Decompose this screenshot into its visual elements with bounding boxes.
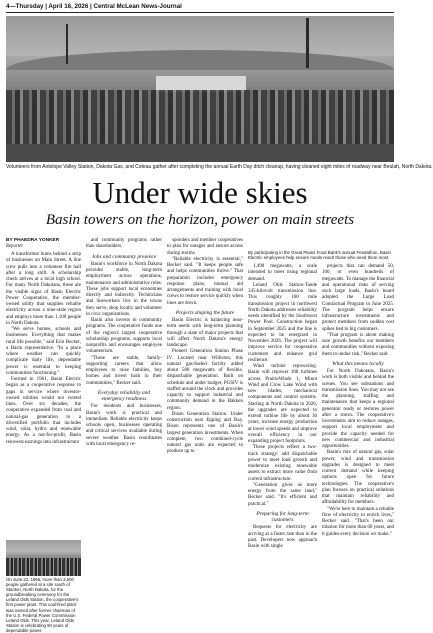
photo-ground xyxy=(6,144,394,162)
page-header: 4—Thursday | April 16, 2026 | Central McLean News-Journal xyxy=(6,3,182,10)
paragraph: projects that can demand 50, 100, or even hundreds of megawatts. To manage the financial and operational risks of serving such large loads, Basin's board adopted the Large Load Contractual Program in June 2025. The program helps ensure infrastructure investments and protect members from sudden cost spikes tied to big customers. xyxy=(322,264,394,332)
subhead: What this means locally xyxy=(332,360,384,367)
article-column-2 xyxy=(86,238,162,610)
paragraph: "That program is about making sure growth benefits our members and communities without exposing them to undue risk," Becker said. xyxy=(322,332,394,357)
right-photo-caption: By participating in the Great Plains Food Bank's annual Feedathon, Basin Electric employees help ensure meals reach those who need them most. xyxy=(248,250,391,261)
bottom-photo-caption: On June 22, 1965, more than 3,500 people gathered at a site south of Stanton, North Dakota, for the groundbreaking ceremony for the Leland Olds Station, the cooperative's first power plant. This coal-fired plant was named after former chairman of the U.S. Federal Power Commission Leland Olds. This year, Leland Olds Station is celebrating 60 years of dependable power. xyxy=(6,577,79,633)
paragraph: "We're here to maintain a reliable flow of electricity to enrich lives," Becker said. "That's been our mission for more than 60 years, and it guides every decision we make." xyxy=(322,506,394,537)
paragraph: Bison Generation Station. Under construction near Epping and Ray, Bison represents one of Basin's largest generation investments. When complete, two combined-cycle natural gas units are expected to produce up to xyxy=(167,411,243,455)
paragraph: Basin Electric is balancing near-term needs with long-term planning through a slate of major projects that will affect North Dakota's energy landscape. xyxy=(167,318,243,348)
subhead: Preparing for long-term customers xyxy=(256,510,309,523)
bottom-photo-image xyxy=(6,540,81,576)
subhead: Jobs and community presence xyxy=(91,253,157,260)
paragraph: Pioneer Generation Station Phase IV. Located near Williston, this natural gas-fueled facility added about 580 megawatts of flexible, dispatchable generation. Built on schedule and under budget, PGSIV is staffed around the clock and provides capacity to support industrial and community demand in the Bakken region. xyxy=(167,349,243,411)
paragraph: "These are stable, family-supporting careers that allow employees to raise families, buy homes and invest back in their communities," Becker said. xyxy=(86,355,162,386)
paragraph: 1,490 megawatts, a scale intended to meet rising regional demand. xyxy=(248,264,317,282)
top-photo-volunteers xyxy=(6,16,394,162)
paragraph: Basin's mix of natural gas, solar power, wind and transmission upgrades is designed to meet current demand while keeping options open for future technologies. The cooperative's plan focuses on practical solutions that maintain reliability and affordability for members. xyxy=(322,450,394,506)
paragraph: sponders and member cooperatives to plan for outages and ensure access during storms. xyxy=(167,238,243,256)
paragraph: A transformer hums behind a strip of businesses on Main Street. A line crew pulls into a volunteer fire hall after a long shift. A scholarship check arrives at a local high school. For many North Dakotans, these are the visible signs of Basin Electric Power Cooperative, the member-owned utility that supplies reliable electricity across a nine-state region and employs more than 1,100 people in North Dakota. xyxy=(6,252,81,326)
paragraph: Leland Olds Station-Tande 345-kilovolt transmission line. This roughly 160 mile transmission project in northwest North Dakota addresses reliability needs identified by the Southwest Power Pool. Construction began in September 2025 and the line is expected to be energized in November 2026. The project will improve service for cooperative customers and enhance grid resilience. xyxy=(248,282,317,363)
article-column-3 xyxy=(167,238,243,610)
subhead: Everyday reliability and emergency readiness xyxy=(97,389,151,402)
article-column-4 xyxy=(248,264,317,610)
subhead: Projects shaping the future xyxy=(175,309,235,316)
paragraph: Basin also invests in community programs. The cooperative funds one of the region's largest cooperative scholarship programs, supports local nonprofits and encourages employee volunteerism. xyxy=(86,318,162,355)
paragraph: and community programs rather than shareholders. xyxy=(86,238,162,250)
paragraph: Wind turbine repowering. Basin will repower 108 turbines across PrairieWinds 1, Minot Wind and Crow Lake Wind with new blades, mechanical components and control systems. Starting in North Dakota in 2026, the upgrades are expected to extend turbine life by about 30 years, increase energy production at lower wind speeds and improve overall efficiency in our expanding project footprints. xyxy=(248,364,317,444)
byline-name: BY PHAEDRA YONKER xyxy=(6,238,60,243)
paragraph: Basin's workforce in North Dakota provides stable, long-term employment across operations, maintenance and administrative roles. These jobs support local economies directly and indirectly. Technicians and lineworkers live in the towns they serve, shop locally and volunteer in civic organizations. xyxy=(86,261,162,317)
paragraph: These projects reflect a two-track strategy: add dispatchable power to meet load growth and modernize existing renewable assets to extract more value from current infrastructure. xyxy=(248,445,317,482)
byline-role: Reporter xyxy=(6,244,24,249)
paragraph: Requests for electricity are arriving at a faster rate than in the past. Developers now approach Basin with single xyxy=(248,525,317,549)
deck: Basin towers on the horizon, power on main streets xyxy=(45,212,355,228)
top-photo-caption: Volunteers from Antelope Valley Station, Dakota Gas, and Coteau gather after completing the annual Earth Day ditch cleanup, having cleaned eight miles of roadway near Beulah, North Dakota. xyxy=(6,164,433,170)
paragraph: Formed in 1961, Basin Electric began as a cooperative response to gaps in service where investor-owned utilities would not extend lines. Over six decades, the cooperative expanded from coal and natural-gas generation to a diversified portfolio that includes wind, solar, hydro and renewable energy. As a not-for-profit, Basin reinvests earnings into infrastructure xyxy=(6,377,81,445)
article-column-1 xyxy=(6,252,81,556)
headline: Under wide skies xyxy=(92,175,308,210)
paragraph: "Reliable electricity is essential," Becker said. "It keeps people safe and helps communities thrive." That preparation includes emergency response plans, mutual aid arrangements and training with local crews to restore service quickly when lines are down. xyxy=(167,256,243,306)
photo-crowd xyxy=(6,558,81,576)
header-rule xyxy=(6,12,394,13)
paragraph: "Generation gives us more energy from the same land," Becker said. "It's efficient and practical." xyxy=(248,482,317,507)
paragraph: For North Dakotans, Basin's work is both visible and behind the scenes. You see substations and transmission lines. You may not see the planning, staffing and maintenance that keeps a regional generator ready or restores power after a storm. The cooperative's investments aim to reduce outages, support local employment and provide the capacity needed for new commercial and industrial opportunities. xyxy=(322,369,394,449)
article-column-5 xyxy=(322,264,394,610)
photo-tower xyxy=(66,24,68,64)
paragraph: "We serve homes, schools and businesses. Everything that makes rural life possible," said Erin Becker, a Basin representative. "In a place where weather can quickly complicate daily life, dependable power is essential to keeping communities functioning." xyxy=(6,327,81,376)
photo-tower xyxy=(306,18,309,68)
paragraph: For residents and businesses, Basin's work is practical and immediate. Reliable electricity keeps schools open, businesses operating and critical services available during severe weather. Basin coordinates with local emergency re- xyxy=(86,404,162,447)
